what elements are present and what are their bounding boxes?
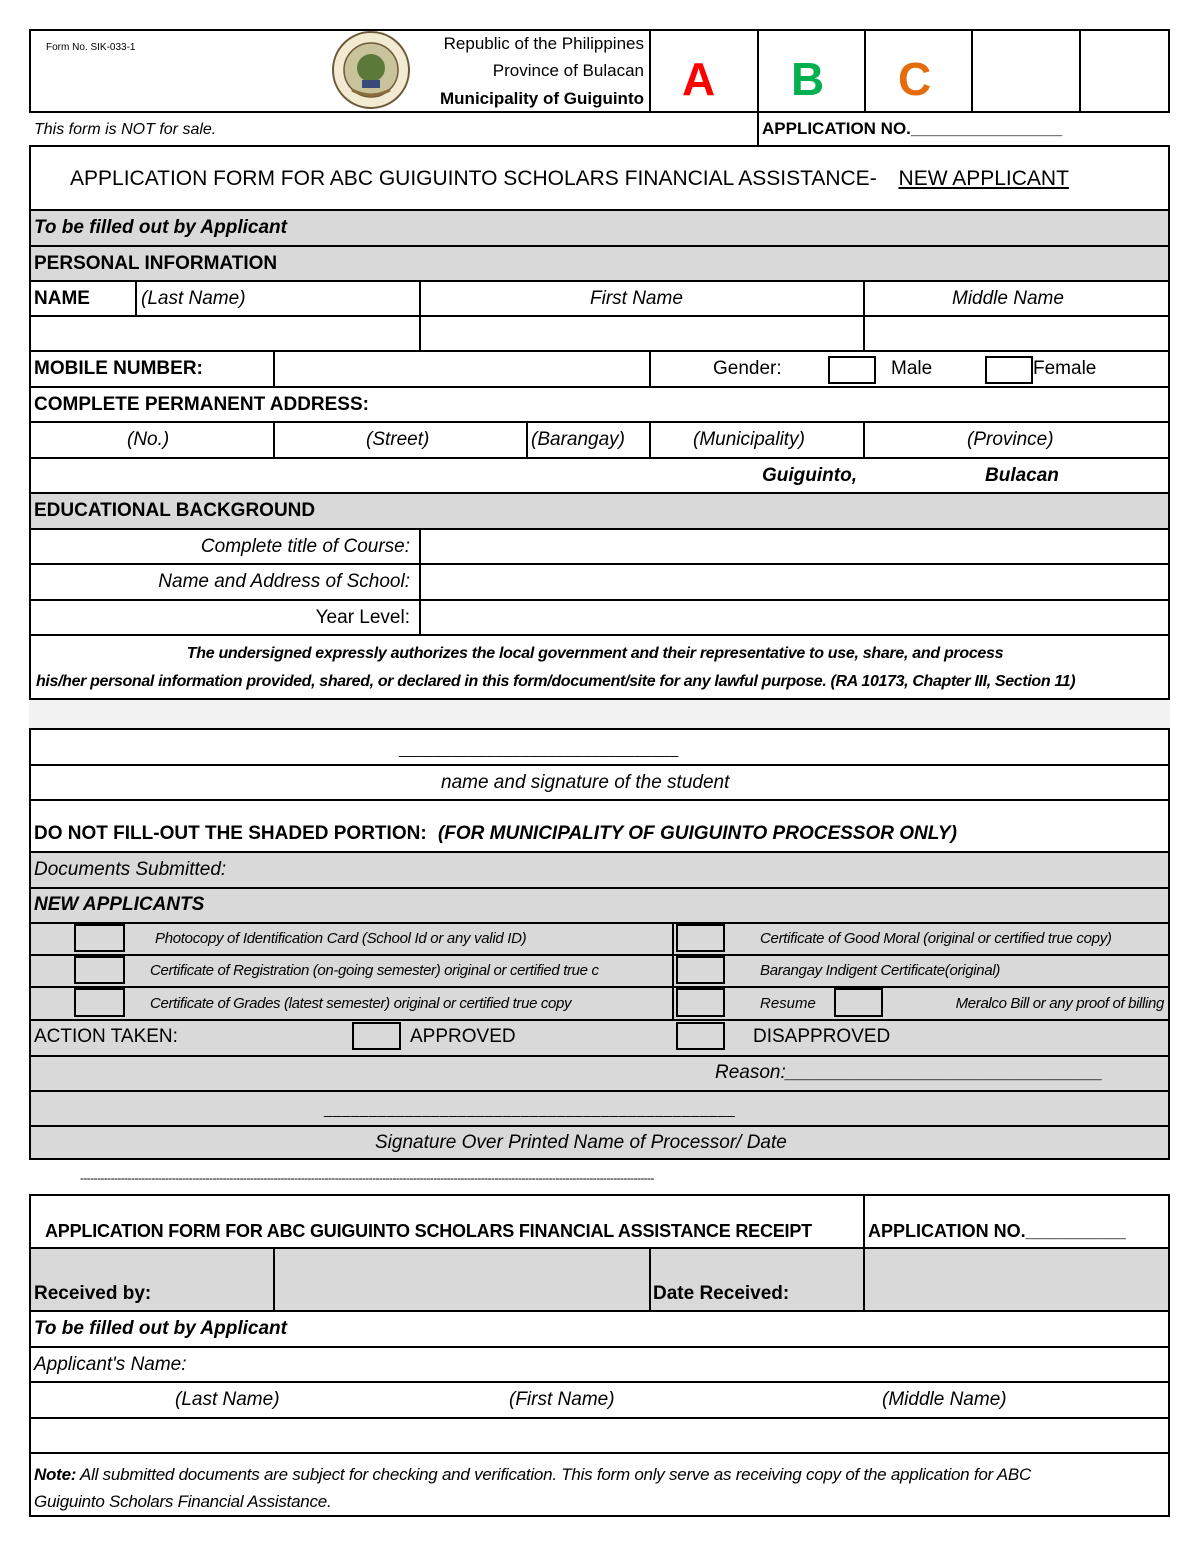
date-received-field[interactable] — [865, 1249, 1168, 1308]
consent-text-line2: his/her personal information provided, shared, or declared in this form/document/site for any lawful purpose. (RA 10173, Chapter III, Section 11) — [36, 673, 1076, 690]
applicant-name-row — [29, 1346, 1170, 1381]
receipt-application-no[interactable]: APPLICATION NO.__________ — [868, 1221, 1126, 1241]
applicant-name-label: Applicant's Name: — [34, 1354, 187, 1375]
address-municipality-label: (Municipality) — [693, 429, 805, 450]
first-name-field[interactable] — [421, 317, 863, 348]
filled-by-applicant-label: To be filled out by Applicant — [34, 217, 287, 238]
doc-id-label: Photocopy of Identification Card (School Id or any valid ID) — [155, 930, 527, 947]
mobile-number-label: MOBILE NUMBER: — [34, 358, 203, 379]
school-label: Name and Address of School: — [158, 571, 410, 592]
gender-label: Gender: — [713, 358, 782, 379]
province-text: Province of Bulacan — [492, 61, 644, 80]
receipt-middle-name-label: (Middle Name) — [882, 1389, 1007, 1410]
receipt-last-name-label: (Last Name) — [175, 1389, 280, 1410]
note-text: All submitted documents are subject for checking and verification. This form only serve as receiving copy of the application for ABC — [80, 1465, 1031, 1484]
form-number: Form No. SIK-033-1 — [46, 42, 136, 53]
school-field[interactable] — [421, 565, 1168, 597]
processor-heading — [34, 824, 957, 843]
application-no-top[interactable]: APPLICATION NO.________________ — [762, 119, 1063, 138]
consent-text-line1: The undersigned expressly authorizes the local government and their representative to use, share, and process — [186, 645, 1004, 662]
receipt-filled-by-label: To be filled out by Applicant — [34, 1318, 287, 1339]
course-label: Complete title of Course: — [200, 536, 410, 557]
address-province-label: (Province) — [967, 429, 1054, 450]
date-received-label: Date Received: — [653, 1283, 790, 1304]
code-letter-a: A — [682, 53, 716, 105]
last-name-field[interactable] — [31, 317, 419, 348]
address-no-label: (No.) — [127, 429, 170, 450]
blank-row — [29, 698, 1170, 728]
doc-good-moral-label: Certificate of Good Moral (original or certified true copy) — [760, 930, 1112, 947]
form-title — [70, 168, 1069, 189]
doc-checkbox-resume[interactable] — [676, 988, 725, 1017]
processor-signature-caption: Signature Over Printed Name of Processor/ Date — [375, 1132, 787, 1153]
receipt-title: APPLICATION FORM FOR ABC GUIGUINTO SCHOLARS FINANCIAL ASSISTANCE RECEIPT — [45, 1221, 812, 1241]
address-street-label: (Street) — [366, 429, 430, 450]
doc-resume-label: Resume — [760, 995, 816, 1012]
republic-text: Republic of the Philippines — [443, 34, 644, 53]
action-taken-row — [29, 1019, 1170, 1055]
municipal-seal-logo — [330, 30, 412, 110]
cut-line: ------------------------------------------------------------------------------------------------------------------------------------------------------------------------- — [80, 1172, 654, 1184]
doc-checkbox-indigent[interactable] — [676, 956, 725, 984]
year-level-field[interactable] — [421, 601, 1168, 632]
year-level-label: Year Level: — [315, 607, 410, 628]
code-letter-b: B — [791, 53, 825, 105]
personal-info-heading: PERSONAL INFORMATION — [34, 253, 278, 274]
male-checkbox[interactable] — [828, 356, 876, 384]
new-applicants-label: NEW APPLICANTS — [34, 894, 205, 915]
doc-checkbox-grades[interactable] — [74, 988, 125, 1017]
application-no-cell — [757, 113, 759, 145]
received-by-label: Received by: — [34, 1283, 152, 1304]
doc-meralco-label: Meralco Bill or any proof of billing — [955, 995, 1164, 1012]
processor-heading-main: DO NOT FILL-OUT THE SHADED PORTION: — [34, 823, 427, 844]
address-field[interactable] — [31, 459, 649, 490]
female-label: Female — [1033, 358, 1097, 379]
student-signature-caption: name and signature of the student — [441, 772, 730, 793]
doc-checkbox-registration[interactable] — [74, 956, 125, 984]
reason-field[interactable]: Reason:______________________________ — [715, 1062, 1103, 1083]
code-box-4 — [971, 29, 1079, 113]
mobile-number-field[interactable] — [275, 352, 649, 384]
applicant-type: NEW APPLICANT — [898, 167, 1069, 190]
action-taken-label: ACTION TAKEN: — [34, 1026, 178, 1047]
received-by-field[interactable] — [275, 1249, 649, 1308]
province-value: Bulacan — [985, 465, 1059, 486]
code-letter-c: C — [898, 53, 932, 105]
disapproved-label: DISAPPROVED — [753, 1026, 891, 1047]
doc-grades-label: Certificate of Grades (latest semester) original or certified true copy — [150, 995, 572, 1012]
doc-checkbox-id[interactable] — [74, 924, 125, 952]
note-line1 — [34, 1466, 1031, 1483]
student-signature-line[interactable]: ________________________________ — [399, 741, 679, 758]
processor-heading-note: (FOR MUNICIPALITY OF GUIGUINTO PROCESSOR ONLY) — [437, 823, 957, 844]
doc-indigent-label: Barangay Indigent Certificate(original) — [760, 962, 1001, 979]
doc-checkbox-good-moral[interactable] — [676, 924, 725, 952]
name-label: NAME — [34, 288, 90, 309]
doc-registration-label: Certificate of Registration (on-going semester) original or certified true c — [150, 963, 599, 978]
receipt-name-field[interactable] — [31, 1419, 1168, 1450]
not-for-sale-text: This form is NOT for sale. — [34, 121, 217, 138]
docs-submitted-label: Documents Submitted: — [34, 859, 227, 880]
last-name-label: (Last Name) — [141, 288, 246, 309]
male-label: Male — [891, 358, 933, 379]
first-name-label: First Name — [590, 288, 683, 309]
note-line2: Guiguinto Scholars Financial Assistance. — [34, 1492, 332, 1511]
approved-label: APPROVED — [410, 1026, 516, 1047]
address-heading: COMPLETE PERMANENT ADDRESS: — [34, 394, 369, 415]
municipality-value: Guiguinto, — [762, 465, 857, 486]
middle-name-field[interactable] — [865, 317, 1168, 348]
receipt-first-name-label: (First Name) — [509, 1389, 615, 1410]
note-label: Note: — [34, 1465, 77, 1484]
approved-checkbox[interactable] — [352, 1022, 401, 1050]
address-barangay-label: (Barangay) — [531, 429, 625, 450]
female-checkbox[interactable] — [985, 356, 1033, 384]
doc-checkbox-meralco[interactable] — [834, 988, 883, 1017]
education-heading: EDUCATIONAL BACKGROUND — [34, 500, 316, 521]
code-box-5 — [1079, 29, 1170, 113]
disapproved-checkbox[interactable] — [676, 1022, 725, 1050]
processor-signature-line[interactable]: ______________________________________________ — [324, 1101, 736, 1118]
form-title-main: APPLICATION FORM FOR ABC GUIGUINTO SCHOLARS FINANCIAL ASSISTANCE- — [70, 167, 877, 190]
course-field[interactable] — [421, 530, 1168, 561]
municipality-text: Municipality of Guiguinto — [440, 89, 644, 108]
middle-name-label: Middle Name — [952, 288, 1064, 309]
